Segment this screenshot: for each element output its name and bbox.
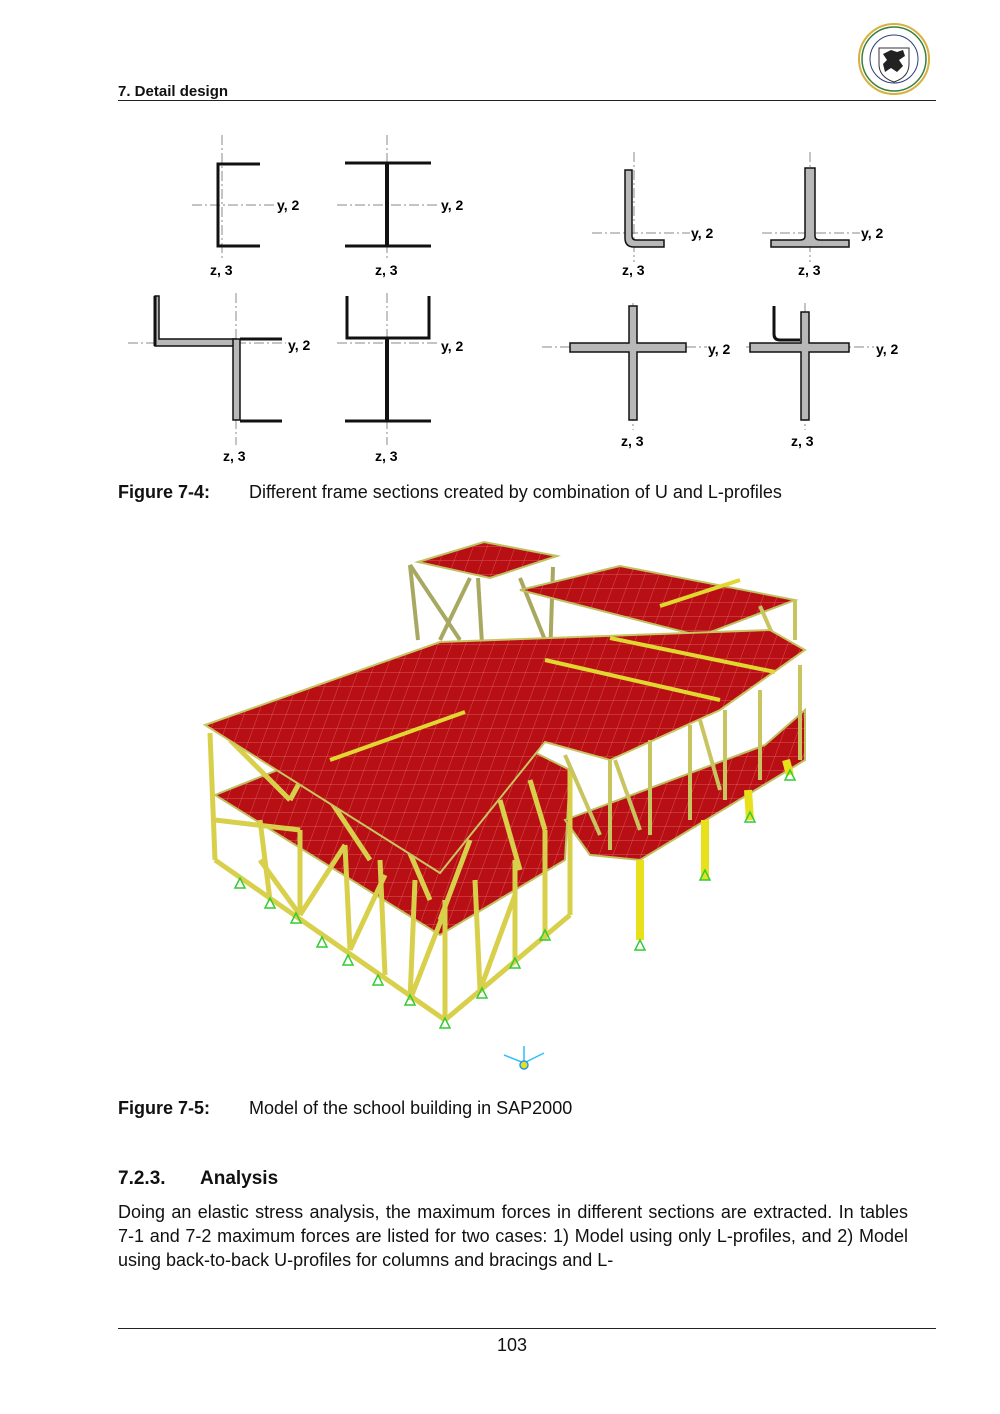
- axis-label-z: z, 3: [621, 433, 644, 449]
- axis-label-y: y, 2: [288, 337, 311, 353]
- axis-label-y: y, 2: [441, 338, 464, 354]
- axis-label-y: y, 2: [691, 225, 714, 241]
- axis-label-z: z, 3: [622, 262, 645, 278]
- axis-label-y: y, 2: [708, 341, 731, 357]
- axis-label-z: z, 3: [223, 448, 246, 464]
- rear-wing-slab: [520, 566, 795, 636]
- figure-caption-text: Different frame sections created by combination of U and L-profiles: [249, 482, 782, 502]
- body-paragraph: Doing an elastic stress analysis, the maximum forces in different sections are extracted. In tables 7-1 and 7-2 maximum forces are listed for two cases: 1) Model using only L-profiles, and 2) Model using back-to-back U-profiles for columns and bracings and L-: [118, 1202, 908, 1270]
- axis-label-z: z, 3: [375, 448, 398, 464]
- axis-label-z: z, 3: [791, 433, 814, 449]
- penthouse-roof-slab: [418, 542, 557, 578]
- section-number: 7.2.3.: [118, 1168, 166, 1189]
- figure-caption-text: Model of the school building in SAP2000: [249, 1098, 573, 1118]
- section-title: Analysis: [200, 1168, 279, 1189]
- page-number: 103: [496, 1335, 528, 1355]
- chapter-header: 7. Detail design: [118, 83, 229, 100]
- axis-label-y: y, 2: [441, 197, 464, 213]
- axis-label-y: y, 2: [876, 341, 899, 357]
- axis-label-z: z, 3: [375, 262, 398, 278]
- figure-label: Figure 7-4:: [118, 482, 211, 502]
- axes-triad-icon: [504, 1046, 544, 1069]
- footer-rule: [118, 1328, 936, 1329]
- axis-label-y: y, 2: [861, 225, 884, 241]
- figure-label: Figure 7-5:: [118, 1098, 211, 1118]
- axis-label-y: y, 2: [277, 197, 300, 213]
- axis-label-z: z, 3: [798, 262, 821, 278]
- axis-label-z: z, 3: [210, 262, 233, 278]
